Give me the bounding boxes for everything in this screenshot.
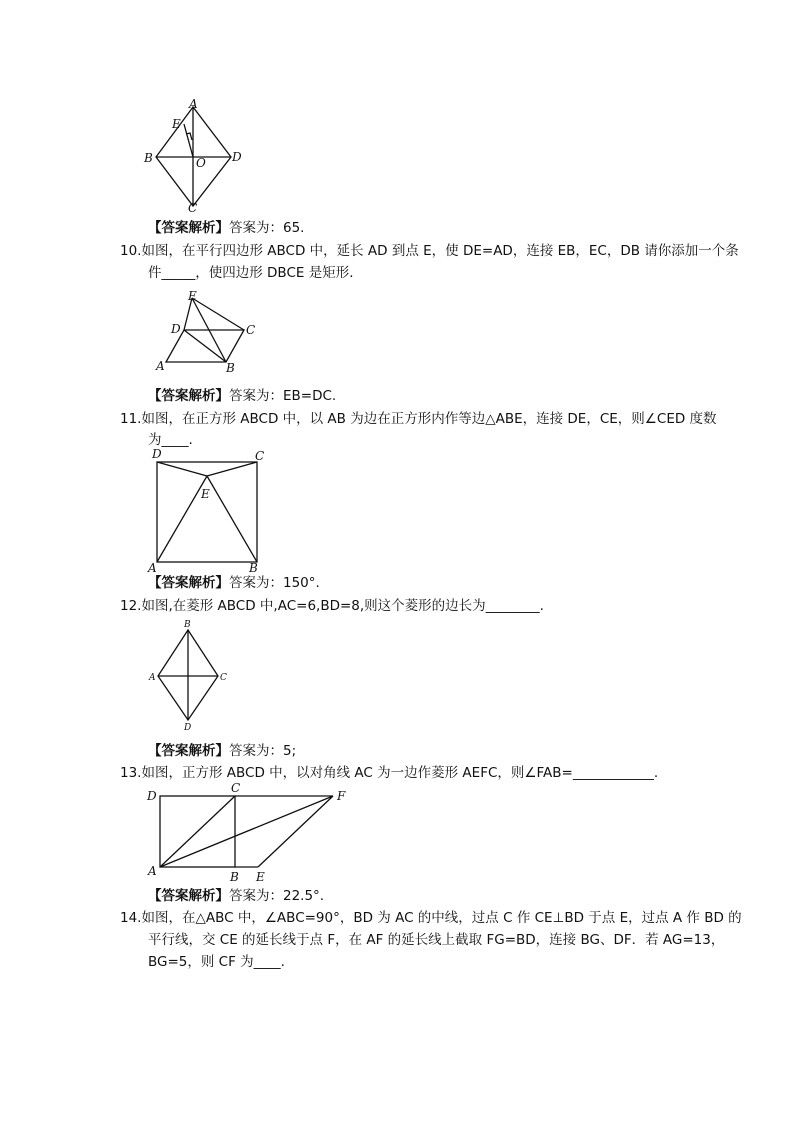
segment-db (184, 330, 226, 362)
answer-q11 (148, 573, 320, 593)
label-e: E (201, 487, 210, 501)
question-12-line-1: 12.如图,在菱形 ABCD 中,AC=6,BD=8,则这个菱形的边长为________. (120, 598, 544, 614)
figure-q10 (150, 290, 270, 375)
question-14-line-3: BG=5，则 CF 为____. (148, 954, 285, 970)
label-b: B (226, 361, 235, 375)
label-c: C (246, 323, 256, 337)
label-e: E (256, 870, 265, 884)
label-e: E (188, 289, 197, 303)
answer-tag: 【答案解析】 (148, 220, 229, 236)
answer-q13 (148, 886, 324, 906)
label-c: C (220, 673, 227, 683)
label-c: C (188, 201, 198, 215)
segment-ef (258, 796, 333, 867)
question-14-line-1: 14.如图，在△ABC 中，∠ABC=90°，BD 为 AC 的中线，过点 C 作 CE⊥BD 于点 E，过点 A 作 BD 的 (120, 910, 742, 926)
label-d: D (147, 789, 157, 803)
answer-q12 (148, 741, 296, 761)
answer-text: 答案为：65. (229, 220, 305, 236)
figure-q13 (145, 780, 355, 885)
segment-eo (184, 124, 193, 157)
label-f: F (337, 789, 346, 803)
label-d: D (232, 150, 242, 164)
answer-q10 (148, 386, 336, 406)
label-b: B (144, 151, 153, 165)
label-b: B (249, 561, 258, 575)
label-c: C (231, 781, 241, 795)
label-a: A (189, 97, 198, 111)
question-13-line-1: 13.如图，正方形 ABCD 中，以对角线 AC 为一边作菱形 AEFC，则∠FAB=____________. (120, 765, 659, 781)
label-o: O (196, 156, 206, 170)
label-b: B (230, 870, 239, 884)
answer-q9 (148, 218, 304, 238)
segment-de (157, 462, 207, 476)
label-c: C (255, 449, 265, 463)
question-10-line-2: 件_____，使四边形 DBCE 是矩形. (148, 265, 354, 281)
figure-q11 (145, 448, 275, 573)
label-a: A (148, 561, 157, 575)
label-d: D (152, 447, 162, 461)
answer-tag: 【答案解析】 (148, 743, 229, 759)
question-10-line-1: 10.如图，在平行四边形 ABCD 中，延长 AD 到点 E，使 DE=AD，连接 EB，EC，DB 请你添加一个条 (120, 243, 739, 259)
segment-be (207, 476, 257, 562)
answer-tag: 【答案解析】 (148, 888, 229, 904)
question-11-line-1: 11.如图，在正方形 ABCD 中，以 AB 为边在正方形内作等边△ABE，连接 DE，CE，则∠CED 度数 (120, 411, 717, 427)
segment-ce (207, 462, 257, 476)
answer-text: 答案为：22.5°. (229, 888, 325, 904)
label-d: D (184, 723, 192, 733)
answer-text: 答案为：150°. (229, 575, 320, 591)
label-a: A (156, 359, 165, 373)
figure-q9 (140, 97, 260, 215)
answer-tag: 【答案解析】 (148, 388, 229, 404)
answer-text: 答案为：5; (229, 743, 297, 759)
question-14-line-2: 平行线，交 CE 的延长线于点 F，在 AF 的延长线上截取 FG=BD，连接 BG、DF．若 AG=13， (148, 932, 725, 948)
label-b: B (184, 620, 191, 630)
question-11-line-2: 为____. (148, 432, 193, 448)
diagonal-ac (160, 796, 235, 867)
segment-af (160, 796, 333, 867)
answer-tag: 【答案解析】 (148, 575, 229, 591)
label-e: E (172, 117, 181, 131)
answer-text: 答案为：EB=DC. (229, 388, 337, 404)
label-a: A (149, 673, 156, 683)
label-d: D (171, 322, 181, 336)
label-a: A (148, 864, 157, 878)
segment-ae (157, 476, 207, 562)
figure-q12 (145, 620, 235, 735)
